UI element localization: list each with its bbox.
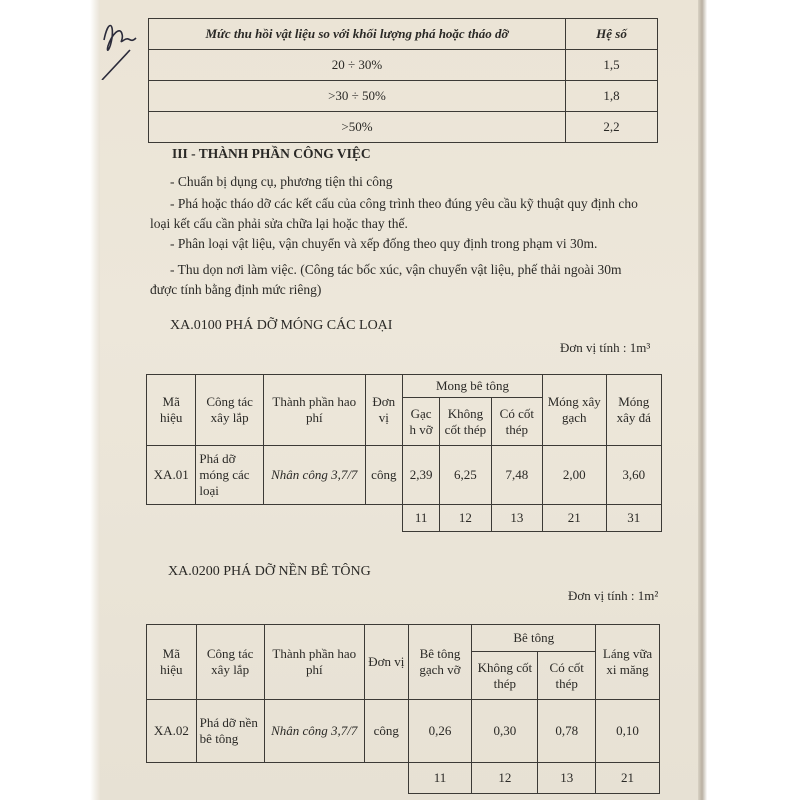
col-unit-header: Đơn vị [364,625,408,700]
work-item: - Phá hoặc tháo dỡ các kết cấu của công trình theo đúng yêu cầu kỹ thuật quy định cho [170,196,638,211]
xa0200-unit: Đơn vị tính : 1m² [568,588,659,603]
number-cell: 13 [538,763,596,794]
level-cell: >50% [149,112,566,143]
number-cell: 21 [596,763,660,794]
col-code-header: Mã hiệu [147,625,197,700]
col-c4-header: Móng xây gạch [543,375,606,446]
xa0200-title: XA.0200 PHÁ DỠ NỀN BÊ TÔNG [168,564,371,579]
cost-cell: Nhân công 3,7/7 [264,700,364,763]
col-work-header: Công tác xây lắp [196,625,264,700]
col-c3-header: Có cốt thép [538,652,596,700]
table-row [149,81,658,112]
number-cell: 12 [472,763,538,794]
code-cell: XA.02 [147,700,197,763]
value-cell: 0,26 [408,700,472,763]
work-cell: Phá dỡ nền bê tông [196,700,264,763]
page-margin-left [0,0,100,800]
document-page [100,0,698,800]
coef-header: Hệ số [566,19,658,50]
xa0200-table [146,624,660,794]
coef-cell: 1,8 [566,81,658,112]
table-row [147,446,662,505]
col-cost-header: Thành phần hao phí [264,625,364,700]
xa0100-table [146,374,662,532]
level-cell: 20 ÷ 30% [149,50,566,81]
col-unit-header: Đơn vị [365,375,402,446]
value-cell: 0,10 [596,700,660,763]
table-row [149,112,658,143]
col-c1-header: Bê tông gạch vỡ [408,625,472,700]
value-cell: 0,78 [538,700,596,763]
value-cell: 2,39 [402,446,439,505]
value-cell: 7,48 [491,446,542,505]
number-cell: 31 [606,505,662,532]
table-row [147,700,660,763]
value-cell: 2,00 [543,446,606,505]
blank-cell [147,763,409,794]
value-cell: 3,60 [606,446,662,505]
xa0100-unit: Đơn vị tính : 1m³ [560,340,651,355]
coef-cell: 1,5 [566,50,658,81]
level-cell: >30 ÷ 50% [149,81,566,112]
work-item: - Thu dọn nơi làm việc. (Công tác bốc xúc, vận chuyển vật liệu, phế thải ngoài 30m [170,262,622,277]
work-item: - Chuẩn bị dụng cụ, phương tiện thi công [170,174,393,189]
col-code-header: Mã hiệu [147,375,196,446]
col-cost-header: Thành phần hao phí [263,375,365,446]
col-c2-header: Không cốt thép [472,652,538,700]
work-item: - Phân loại vật liệu, vận chuyển và xếp đống theo quy định trong phạm vi 30m. [170,236,598,251]
number-cell: 11 [408,763,472,794]
group-header: Bê tông [472,625,596,652]
group-header: Mong bê tông [402,375,542,398]
col-work-header: Công tác xây lắp [196,375,264,446]
table-row [147,763,660,794]
code-cell: XA.01 [147,446,196,505]
work-cell: Phá dỡ móng các loại [196,446,264,505]
col-c3-header: Có cốt thép [491,398,542,446]
page-margin-right [698,0,800,800]
col-c5-header: Móng xây đá [606,375,662,446]
cost-cell: Nhân công 3,7/7 [263,446,365,505]
col-c2-header: Không cốt thép [440,398,491,446]
unit-cell: công [365,446,402,505]
unit-cell: công [364,700,408,763]
col-c4-header: Láng vữa xi măng [596,625,660,700]
number-cell: 12 [440,505,491,532]
blank-cell [147,505,403,532]
work-item-continued: được tính bằng định mức riêng) [150,282,322,297]
table-row [149,50,658,81]
value-cell: 0,30 [472,700,538,763]
number-cell: 13 [491,505,542,532]
value-cell: 6,25 [440,446,491,505]
table-row [147,505,662,532]
section-heading: III - THÀNH PHẦN CÔNG VIỆC [172,146,371,161]
work-item-continued: loại kết cấu cần phải sửa chữa lại hoặc thay thế. [150,216,408,231]
col-c1-header: Gạc h vỡ [402,398,439,446]
number-cell: 11 [402,505,439,532]
xa0100-title: XA.0100 PHÁ DỠ MÓNG CÁC LOẠI [170,318,393,333]
number-cell: 21 [543,505,606,532]
coef-cell: 2,2 [566,112,658,143]
level-header: Mức thu hồi vật liệu so với khối lượng phá hoặc tháo dỡ [149,19,566,50]
recovery-coefficient-table [148,18,658,143]
